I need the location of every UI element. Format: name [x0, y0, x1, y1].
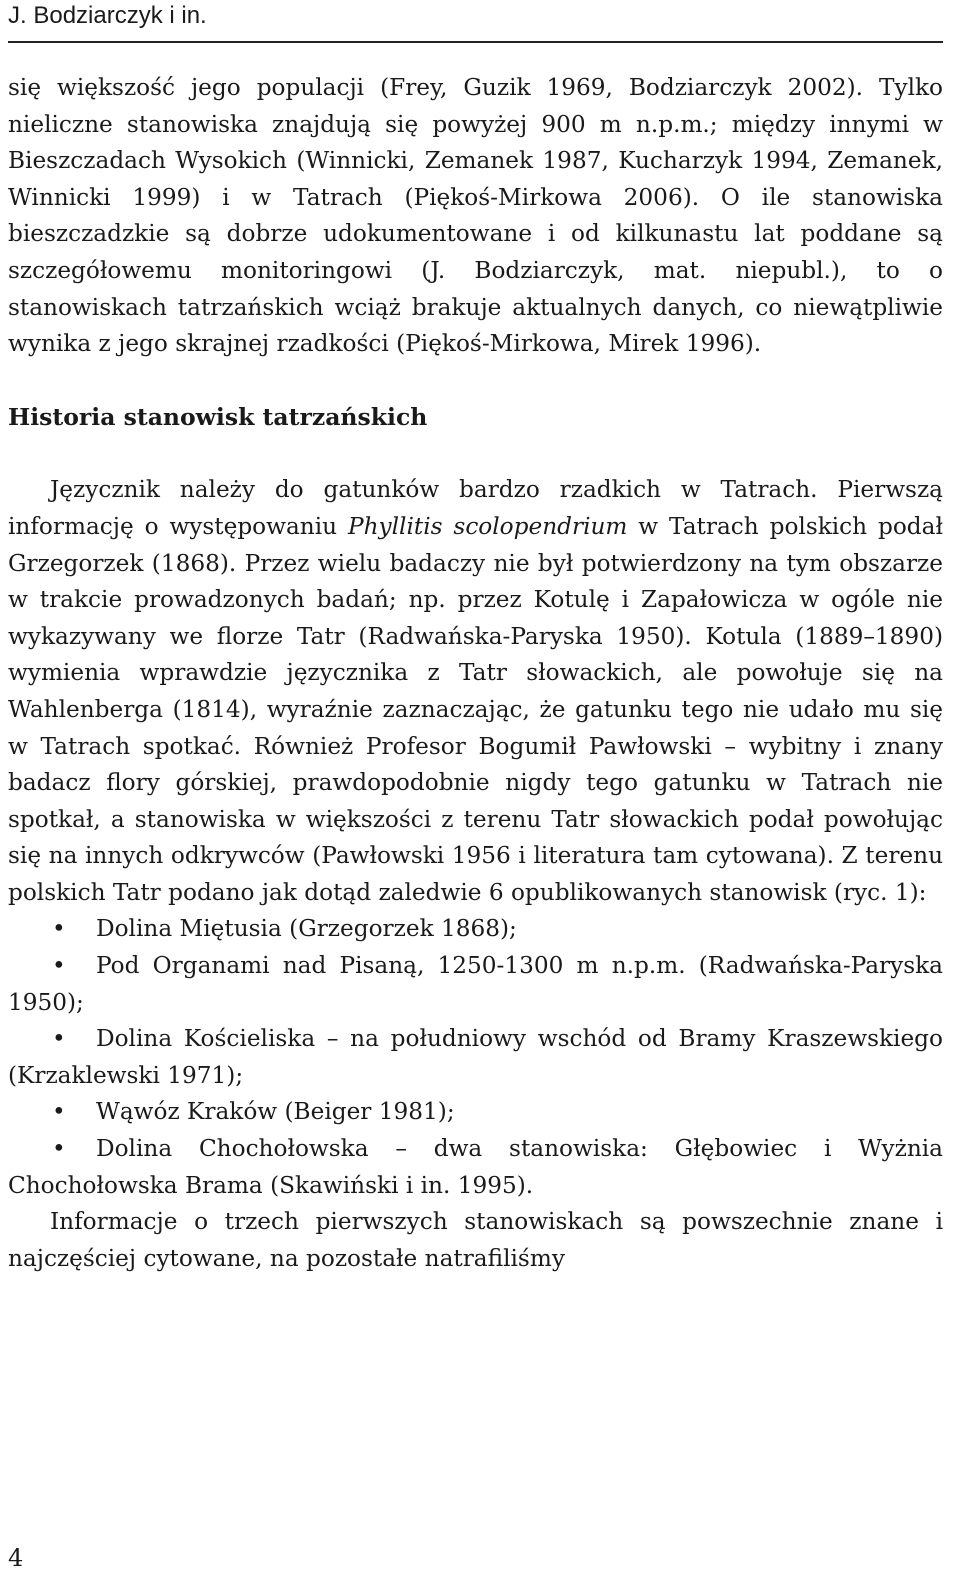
body-text [8, 70, 943, 1277]
list-item [8, 1131, 943, 1204]
list-item-text: Dolina Kościeliska – na południowy wschód od Bramy Kraszewskiego (Krzaklewski 1971); [8, 1025, 943, 1089]
paragraph-history-part-a: Języcznik należy do gatunków bardzo rzadkich w Tatrach. Pierwszą informację o występowaniu [8, 476, 943, 540]
paragraph-history [8, 472, 943, 911]
header-rule [8, 41, 943, 43]
list-item [8, 911, 943, 948]
document-page [8, 0, 943, 1591]
bullet-icon: • [52, 952, 66, 980]
bullet-icon: • [52, 1135, 66, 1163]
paragraph-continuation: się większość jego populacji (Frey, Guzik 1969, Bodziarczyk 2002). Tylko nieliczne stanowiska znajdują się powyżej 900 m n.p.m.; między innymi w Bieszczadach Wysokich (Winnicki, Zemanek 1987, Kucharzyk 1994, Zemanek, Winnicki 1999) i w Tatrach (Piękoś-Mirkowa 2006). O ile stanowiska bieszczadzkie są dobrze udokumentowane i od kilkunastu lat poddane są szczegółowemu monitoringowi (J. Bodziarczyk, mat. niepubl.), to o stanowiskach tatrzańskich wciąż brakuje aktualnych danych, co niewątpliwie wynika z jego skrajnej rzadkości (Piękoś-Mirkowa, Mirek 1996). [8, 74, 943, 358]
list-item-text: Wąwóz Kraków (Beiger 1981); [96, 1098, 455, 1126]
list-item [8, 1021, 943, 1094]
bullet-icon: • [52, 1098, 66, 1126]
list-item [8, 948, 943, 1021]
bullet-icon: • [52, 1025, 66, 1053]
list-item-text: Dolina Miętusia (Grzegorzek 1868); [96, 915, 517, 943]
page-number: 4 [8, 1544, 24, 1572]
paragraph-history-part-b: w Tatrach polskich podał Grzegorzek (1868). Przez wielu badaczy nie był potwierdzony na tym obszarze w trakcie prowadzonych badań; np. przez Kotulę i Zapałowicza w ogóle nie wykazywany we florze Tatr (Radwańska-Paryska 1950). Kotula (1889–1890) wymienia wprawdzie języcznika z Tatr słowackich, ale powołuje się na Wahlenberga (1814), wyraźnie zaznaczając, że gatunku tego nie udało mu się w Tatrach spotkać. Również Profesor Bogumił Pawłowski – wybitny i znany badacz flory górskiej, prawdopodobnie nigdy tego gatunku w Tatrach nie spotkał, a stanowiska w większości z terenu Tatr słowackich podał powołując się na innych odkrywców (Pawłowski 1956 i literatura tam cytowana). Z terenu polskich Tatr podano jak dotąd zaledwie 6 opublikowanych stanowisk (ryc. 1): [8, 512, 943, 906]
bullet-icon: • [52, 915, 66, 943]
species-name: Phyllitis scolopendrium [348, 512, 628, 540]
list-item [8, 1094, 943, 1131]
paragraph-sources: Informacje o trzech pierwszych stanowiskach są powszechnie znane i najczęściej cytowane, na pozostałe natrafiliśmy [8, 1208, 943, 1272]
list-item-text: Dolina Chochołowska – dwa stanowiska: Głębowiec i Wyżnia Chochołowska Brama (Skawiński i in. 1995). [8, 1135, 943, 1199]
list-item-text: Pod Organami nad Pisaną, 1250-1300 m n.p.m. (Radwańska-Paryska 1950); [8, 952, 943, 1016]
running-head: J. Bodziarczyk i in. [8, 2, 207, 29]
section-heading: Historia stanowisk tatrzańskich [8, 402, 428, 431]
